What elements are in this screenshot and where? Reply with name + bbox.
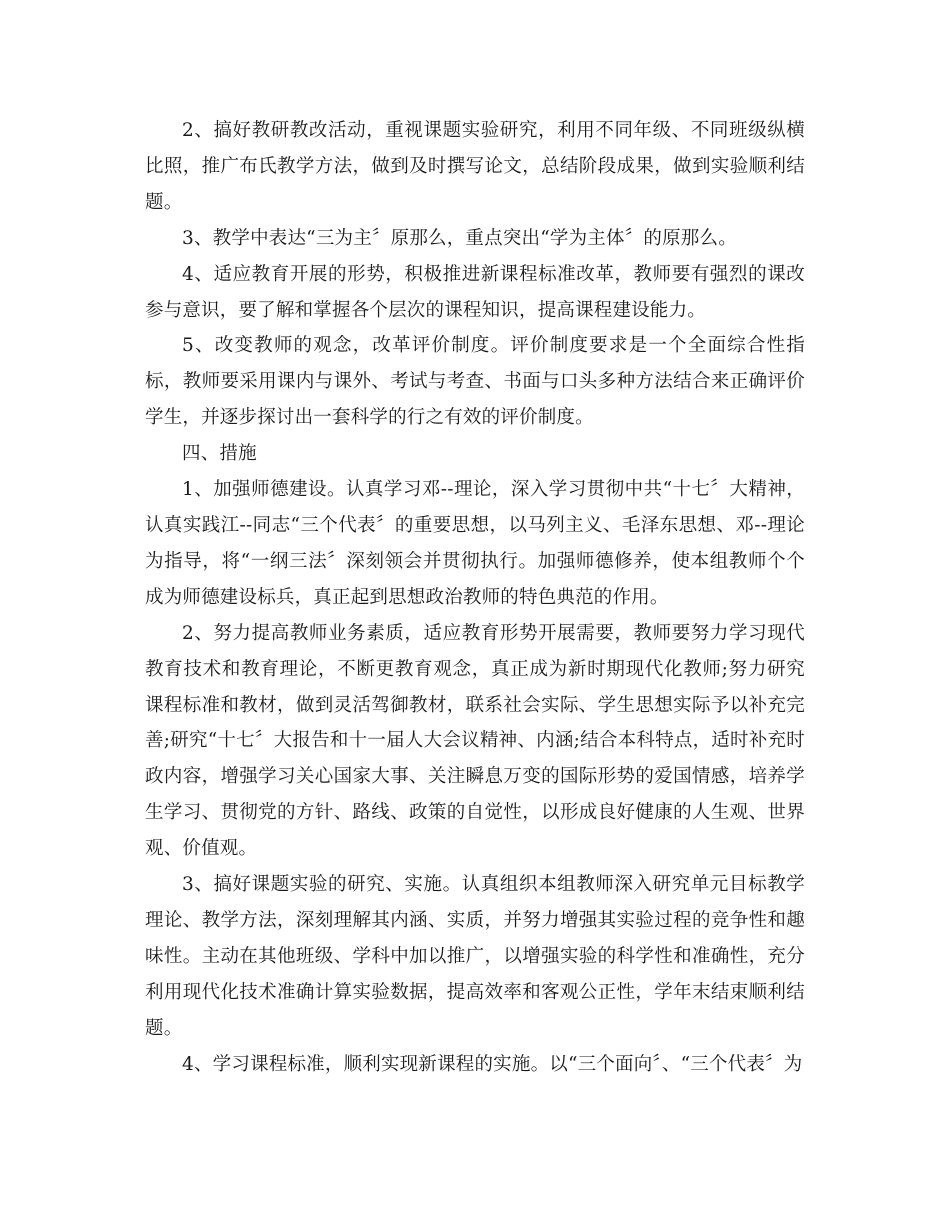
measure-item-2: 2、努力提高教师业务素质，适应教育形势开展需要，教师要努力学习现代教育技术和教育理论，不断更教育观念，真正成为新时期现代化教师;努力研究课程标准和教材，做到灵活驾御教材，联系社会实际、学生思想实际予以补充完善;研究“十七〞大报告和十一届人大会议精神、内涵;结合本科特点，适时补充时政内容，增强学习关心国家大事、关注瞬息万变的国际形势的爱国情感，培养学生学习、贯彻党的方针、路线、政策的自觉性，以形成良好健康的人生观、世界观、价值观。 [145,622,805,860]
paragraph-item-4: 4、适应教育开展的形势，积极推进新课程标准改革，教师要有强烈的课改参与意识，要了解和掌握各个层次的课程知识，提高课程建设能力。 [145,263,805,321]
paragraph-item-3: 3、教学中表达“三为主〞原那么，重点突出“学为主体〞的原那么。 [182,227,737,249]
paragraph-item-5: 5、改变教师的观念，改革评价制度。评价制度要求是一个全面综合性指标，教师要采用课内与课外、考试与考查、书面与口头多种方法结合来正确评价学生，并逐步探讨出一套科学的行之有效的评价制度。 [145,335,805,429]
document-body [145,113,805,1082]
measure-item-4: 4、学习课程标准，顺利实现新课程的实施。以“三个面向〞、“三个代表〞为 [182,1053,803,1075]
paragraph-item-2: 2、搞好教研教改活动，重视课题实验研究，利用不同年级、不同班级纵横比照，推广布氏教学方法，做到及时撰写论文，总结阶段成果，做到实验顺利结题。 [145,120,805,213]
section-heading: 四、措施 [182,443,257,465]
measure-item-3: 3、搞好课题实验的研究、实施。认真组织本组教师深入研究单元目标教学理论、教学方法，深刻理解其内涵、实质，并努力增强其实验过程的竞争性和趣味性。主动在其他班级、学科中加以推广，以增强实验的科学性和准确性，充分利用现代化技术准确计算实验数据，提高效率和客观公正性，学年末结束顺利结题。 [145,874,805,1039]
measure-item-1: 1、加强师德建设。认真学习邓--理论，深入学习贯彻中共“十七〞大精神，认真实践江--同志“三个代表〞的重要思想，以马列主义、毛泽东思想、邓--理论为指导，将“一纲三法〞深刻领会并贯彻执行。加强师德修养，使本组教师个个成为师德建设标兵，真正起到思想政治教师的特色典范的作用。 [145,479,805,608]
